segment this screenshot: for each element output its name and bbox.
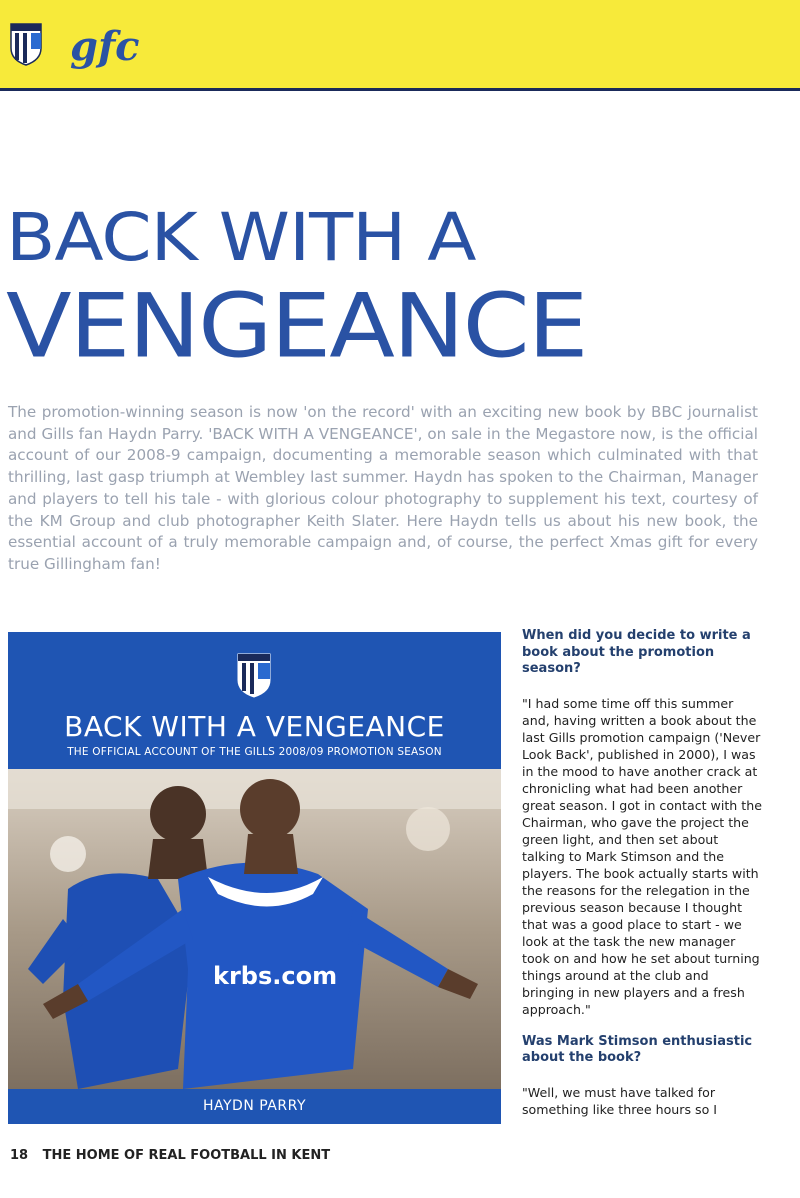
cover-subtitle: THE OFFICIAL ACCOUNT OF THE GILLS 2008/09 PROMOTION SEASON bbox=[67, 746, 442, 758]
interview-question-1: When did you decide to write a book about the promotion season? bbox=[522, 628, 751, 676]
footer-tagline: THE HOME OF REAL FOOTBALL IN KENT bbox=[42, 1148, 331, 1163]
interview-answer-1: "I had some time off this summer and, having written a book about the last Gills promotion campaign ('Never Look Back', published in 2000), I was in the mood to have another crack at chronicling what had been another great season. I got in contact with the Chairman, who gave the project the green light, and then set about talking to Mark Stimson and the players. The book actually starts with the reasons for the relegation in the previous season because I thought that was a good place to start - we look at the task the new manager took on and how he set about turning things around at the club and bringing in new players and a fresh approach." bbox=[522, 695, 762, 1017]
interview-question-2: Was Mark Stimson enthusiastic about the book? bbox=[522, 1033, 753, 1065]
gfc-logo bbox=[68, 18, 150, 74]
header-bar bbox=[0, 0, 800, 91]
page-footer bbox=[10, 1148, 330, 1163]
cover-author: HAYDN PARRY bbox=[202, 1098, 306, 1114]
interview-answer-2: "Well, we must have talked for something like three hours so I bbox=[522, 1084, 717, 1117]
celebrating-players-photo bbox=[8, 769, 501, 1089]
article-headline bbox=[6, 198, 587, 378]
shirt-sponsor-text: krbs.com bbox=[213, 962, 338, 990]
cover-title: BACK WITH A VENGEANCE bbox=[64, 710, 445, 743]
intro-paragraph: The promotion-winning season is now 'on the record' with an exciting new book by BBC journalist and Gills fan Haydn Parry. 'BACK WITH A VENGEANCE', on sale in the Megastore now, is the official account of our 2008-9 campaign, documenting a memorable season which culminated with that thrilling, last gasp triumph at Wembley last summer. Haydn has spoken to the Chairman, Manager and players to tell his tale - with glorious colour photography to supplement his text, courtesy of the KM Group and club photographer Keith Slater. Here Haydn tells us about his new book, the essential account of a truly memorable campaign and, of course, the perfect Xmas gift for every true Gillingham fan! bbox=[8, 403, 758, 573]
interview-column bbox=[522, 628, 762, 1134]
headline-line-2: VENGEANCE bbox=[6, 274, 587, 378]
headline-line-1: BACK WITH A bbox=[6, 198, 476, 276]
page-number: 18 bbox=[10, 1148, 29, 1163]
cover-club-crest-icon bbox=[236, 652, 272, 698]
gfc-logo-text: gfc bbox=[70, 23, 140, 70]
club-crest-icon bbox=[9, 22, 43, 66]
book-cover-image bbox=[8, 632, 501, 1124]
